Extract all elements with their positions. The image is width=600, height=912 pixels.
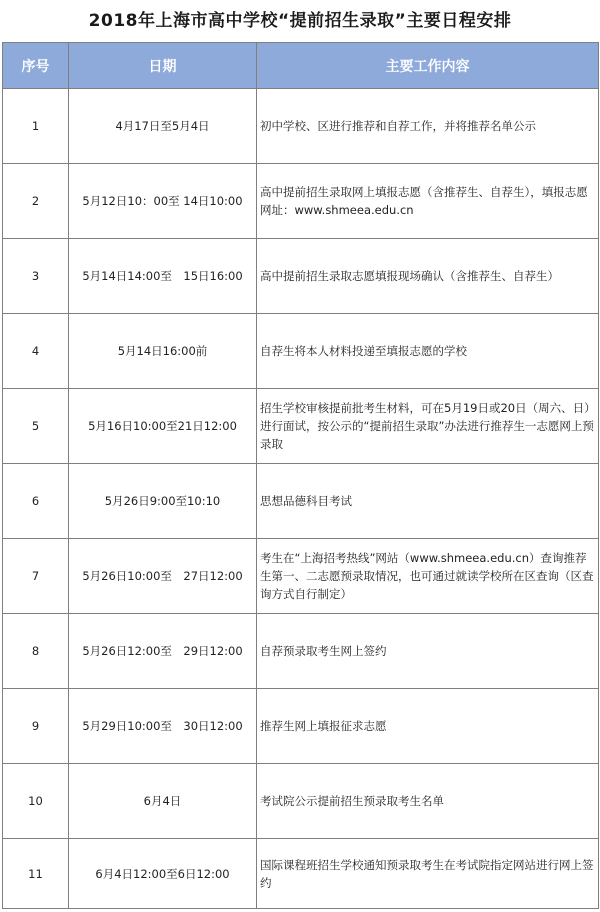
cell-task: 推荐生网上填报征求志愿 (257, 689, 599, 764)
table-row (3, 89, 599, 164)
cell-date: 5月29日10:00至 30日12:00 (69, 689, 257, 764)
table-row (3, 314, 599, 389)
cell-date: 5月26日12:00至 29日12:00 (69, 614, 257, 689)
cell-num: 10 (3, 764, 69, 839)
cell-date: 5月14日14:00至 15日16:00 (69, 239, 257, 314)
cell-task: 考生在“上海招考热线”网站（www.shmeea.edu.cn）查询推荐生第一、二志愿预录取情况，也可通过就读学校所在区查询（区查询方式自行制定） (257, 539, 599, 614)
table-row (3, 614, 599, 689)
table-row (3, 839, 599, 909)
cell-task: 自荐预录取考生网上签约 (257, 614, 599, 689)
cell-task: 国际课程班招生学校通知预录取考生在考试院指定网站进行网上签约 (257, 839, 599, 909)
cell-num: 5 (3, 389, 69, 464)
table-row (3, 689, 599, 764)
cell-num: 3 (3, 239, 69, 314)
table-row (3, 164, 599, 239)
cell-num: 2 (3, 164, 69, 239)
cell-num: 7 (3, 539, 69, 614)
cell-num: 8 (3, 614, 69, 689)
cell-task: 自荐生将本人材料投递至填报志愿的学校 (257, 314, 599, 389)
header-date: 日期 (69, 43, 257, 89)
cell-num: 9 (3, 689, 69, 764)
cell-date: 6月4日12:00至6日12:00 (69, 839, 257, 909)
cell-num: 1 (3, 89, 69, 164)
schedule-table (2, 42, 599, 909)
cell-num: 6 (3, 464, 69, 539)
cell-date: 5月14日16:00前 (69, 314, 257, 389)
table-header-row (3, 43, 599, 89)
cell-task: 考试院公示提前招生预录取考生名单 (257, 764, 599, 839)
cell-task: 思想品德科目考试 (257, 464, 599, 539)
cell-date: 4月17日至5月4日 (69, 89, 257, 164)
cell-date: 5月26日9:00至10:10 (69, 464, 257, 539)
cell-num: 4 (3, 314, 69, 389)
table-row (3, 539, 599, 614)
cell-task: 高中提前招生录取网上填报志愿（含推荐生、自荐生），填报志愿网址：www.shmeea.edu.cn (257, 164, 599, 239)
table-row (3, 764, 599, 839)
cell-task: 高中提前招生录取志愿填报现场确认（含推荐生、自荐生） (257, 239, 599, 314)
cell-num: 11 (3, 839, 69, 909)
cell-date: 5月12日10：00至 14日10:00 (69, 164, 257, 239)
cell-date: 5月26日10:00至 27日12:00 (69, 539, 257, 614)
cell-task: 招生学校审核提前批考生材料，可在5月19日或20日（周六、日）进行面试，按公示的“提前招生录取”办法进行推荐生一志愿网上预录取 (257, 389, 599, 464)
table-row (3, 464, 599, 539)
page-title: 2018年上海市高中学校“提前招生录取”主要日程安排 (88, 11, 512, 31)
table-row (3, 239, 599, 314)
cell-task: 初中学校、区进行推荐和自荐工作，并将推荐名单公示 (257, 89, 599, 164)
cell-date: 6月4日 (69, 764, 257, 839)
table-row (3, 389, 599, 464)
cell-date: 5月16日10:00至21日12:00 (69, 389, 257, 464)
header-task: 主要工作内容 (257, 43, 599, 89)
header-num: 序号 (3, 43, 69, 89)
